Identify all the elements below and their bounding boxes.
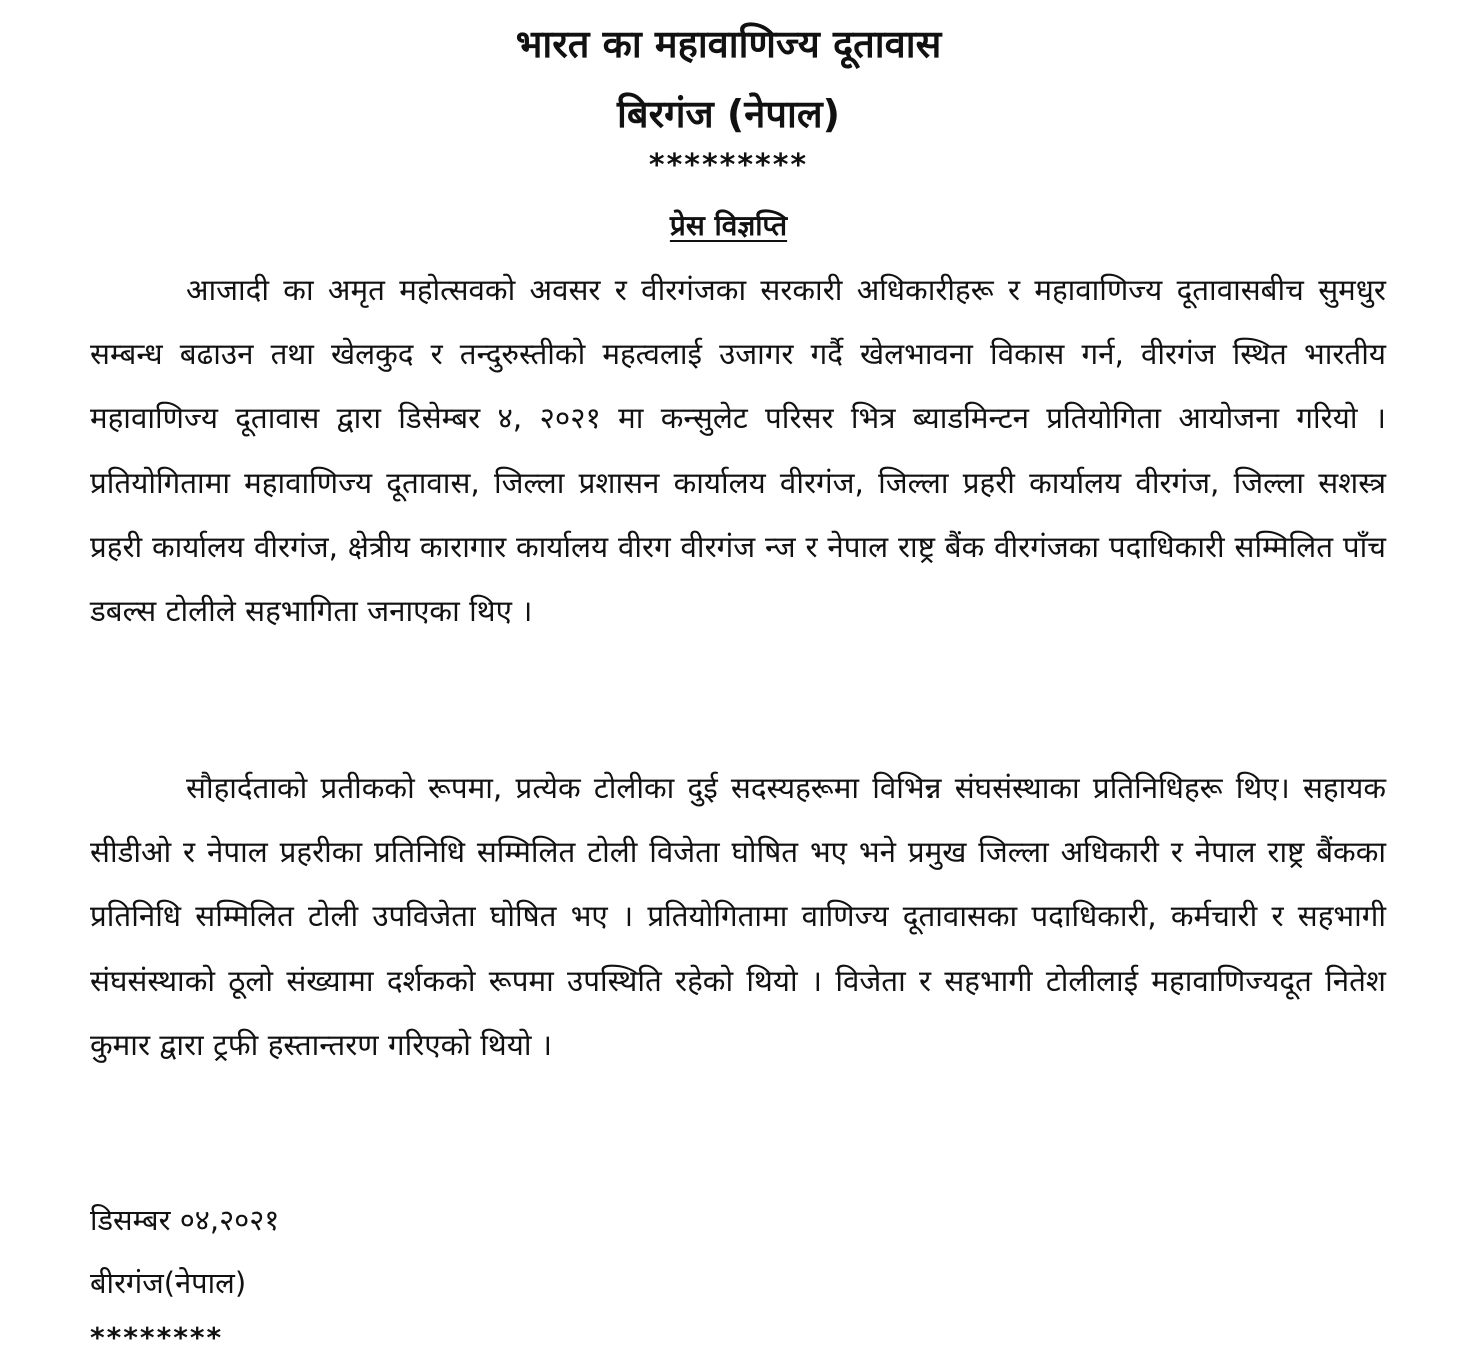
body-paragraph-2: सौहार्दताको प्रतीकको रूपमा, प्रत्येक टोलीका दुई सदस्यहरूमा विभिन्न संघसंस्थाका प्रतिनिधिहरू थिए। सहायक सीडीओ र नेपाल प्रहरीका प्रतिनिधि सम्मिलित टोली विजेता घोषित भए भने प्रमुख जिल्ला अधिकारी र नेपाल राष्ट्र बैंकका प्रतिनिधि सम्मिलित टोली उपविजेता घोषित भए । प्रतियोगितामा वाणिज्य दूतावासका पदाधिकारी, कर्मचारी र सहभागी संघसंस्थाको ठूलो संख्यामा दर्शकको रूपमा उपस्थिति रहेको थियो । विजेता र सहभागी टोलीलाई महावाणिज्यदूत नितेश कुमार द्वारा ट्रफी हस्तान्तरण गरिएको थियो । — [90, 771, 1386, 1062]
release-date: डिसम्बर ०४,२०२१ — [90, 1203, 280, 1237]
header-separator: ********* — [648, 148, 809, 183]
end-separator: ******** — [90, 1321, 224, 1354]
release-place: बीरगंज(नेपाल) — [90, 1266, 247, 1300]
body-paragraph-1: आजादी का अमृत महोत्सवको अवसर र वीरगंजका सरकारी अधिकारीहरू र महावाणिज्य दूतावासबीच सुमधुर सम्बन्ध बढाउन तथा खेलकुद र तन्दुरुस्तीको महत्वलाई उजागर गर्दै खेलभावना विकास गर्न, वीरगंज स्थित भारतीय महावाणिज्य दूतावास द्वारा डिसेम्बर ४, २०२१ मा कन्सुलेट परिसर भित्र ब्याडमिन्टन प्रतियोगिता आयोजना गरियो । प्रतियोगितामा महावाणिज्य दूतावास, जिल्ला प्रशासन कार्यालय वीरगंज, जिल्ला प्रहरी कार्यालय वीरगंज, जिल्ला सशस्त्र प्रहरी कार्यालय वीरगंज, क्षेत्रीय कारागार कार्यालय वीरग वीरगंज न्ज र नेपाल राष्ट्र बैंक वीरगंजका पदाधिकारी सम्मिलित पाँच डबल्स टोलीले सहभागिता जनाएका थिए । — [90, 273, 1386, 629]
document-location: बिरगंज (नेपाल) — [617, 92, 840, 136]
document-title: भारत का महावाणिज्य दूतावास — [515, 22, 942, 66]
press-release-heading: प्रेस विज्ञप्ति — [669, 209, 788, 242]
